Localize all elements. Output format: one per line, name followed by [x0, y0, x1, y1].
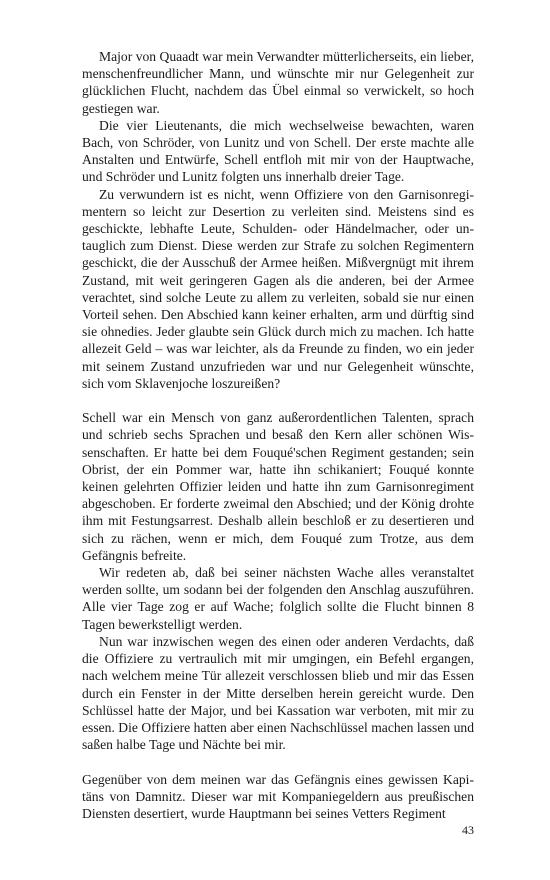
page-text — [82, 48, 474, 822]
paragraph: Nun war inzwischen wegen des einen oder anderen Verdachts, daß die Offiziere zu vertraulich mit mir umgingen, ein Befehl ergangen, nach welchem meine Tür allezeit verschlossen blieb und mir das Essen durch ein Fenster in der Mitte derselben herein gereicht wurde. Den Schlüssel hatte der Major, und bei Kassation war verboten, mit mir zu essen. Die Offiziere hatten aber einen Nachschlüssel machen lassen und saßen halbe Tage und Nächte bei mir. — [82, 633, 474, 753]
paragraph: Gegenüber von dem meinen war das Gefängnis eines gewissen Kapitäns von Damnitz. Dieser war mit Kompaniegeldern aus preußischen Diensten desertiert, wurde Hauptmann bei seines Vetters Regiment — [82, 771, 474, 821]
paragraph: Zu verwundern ist es nicht, wenn Offiziere von den Garnisonregimentern so leicht zur Desertion zu verleiten sind. Meistens sind es geschickte, lebhafte Leute, Schulden- oder Händelmacher, oder untauglich zum Dienst. Diese werden zur Strafe zu solchen Regimentern geschickt, die der Ausschuß der Armee heißen. Mißvergnügt mit ihrem Zustand, mit weit geringeren Gagen als die anderen, bei der Armee verachtet, sind solche Leute zu allem zu verleiten, sobald sie nur einen Vorteil sehen. Den Abschied kann keiner erhalten, arm und dürftig sind sie ohnedies. Jeder glaubte sein Glück durch mich zu machen. Ich hatte allezeit Geld – was war leichter, als da Freunde zu finden, wo ein jeder mit seinem Zustand unzufrieden war und nur Gelegenheit wünschte, sich vom Sklavenjoche loszureißen? — [82, 186, 474, 391]
paragraph: Major von Quaadt war mein Verwandter mütterlicherseits, ein lieber, menschenfreundlicher Mann, und wünschte mir nur Gelegenheit zur glücklichen Flucht, nachdem das Übel einmal so verwickelt, so hoch gestiegen war. — [82, 49, 474, 116]
paragraph: Die vier Lieutenants, die mich wechselweise bewachten, waren Bach, von Schröder, von Lunitz und von Schell. Der erste machte alle Anstalten und Entwürfe, Schell entfloh mit mir von der Hauptwache, und Schröder und Lunitz folgten uns innerhalb dreier Tage. — [82, 117, 474, 185]
paragraph: Wir redeten ab, daß bei seiner nächsten Wache alles veranstaltet werden sollte, um sodann bei der folgenden den Anschlag auszuführen. Alle vier Tage zog er auf Wache; folglich sollte die Flucht binnen 8 Tagen bewerkstelligt werden. — [82, 565, 474, 632]
page-number: 43 — [462, 823, 474, 837]
paragraph: Schell war ein Mensch von ganz außerordentlichen Talenten, sprach und schrieb sechs Sprachen und besaß den Kern aller schönen Wissenschaften. Er hatte bei dem Fouqué'schen Regiment gestanden; sein Obrist, der ein Pommer war, hatte ihn schikaniert; Fouqué konnte keinen gelehrten Offizier leiden und hatte ihn zum Garnisonregiment abgeschoben. Er forderte zweimal den Abschied; und der König drohte ihm mit Festungsarrest. Deshalb allein beschloß er zu desertieren und sich zu rächen, wenn er mich, dem Fouqué zum Trotze, aus dem Gefängnis befreite. — [82, 410, 474, 563]
